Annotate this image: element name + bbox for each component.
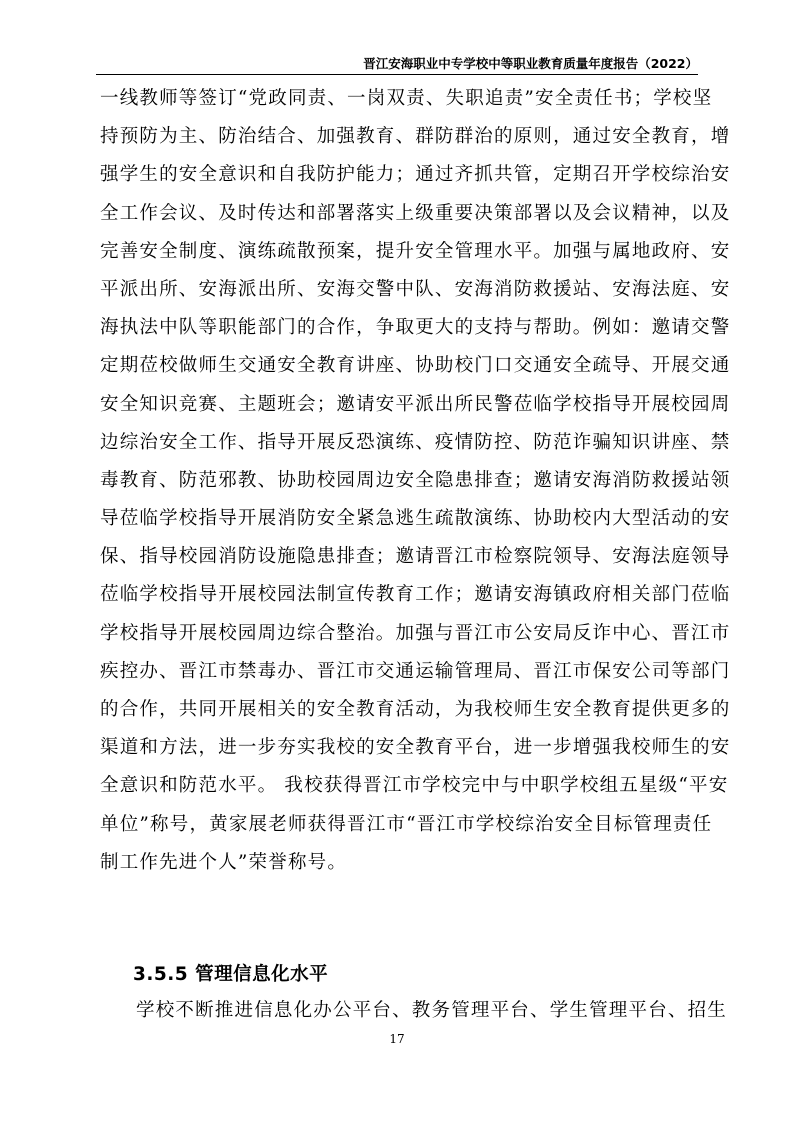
- paragraph-line: 单位”称号，黄家展老师获得晋江市“晋江市学校综治安全目标管理责任: [100, 813, 713, 835]
- paragraph-line: 全工作会议、及时传达和部署落实上级重要决策部署以及会议精神，以及: [100, 202, 731, 224]
- paragraph-line: 导莅临学校指导开展消防安全紧急逃生疏散演练、协助校内大型活动的安: [100, 508, 731, 530]
- paragraph-line: 边综治安全工作、指导开展反恐演练、疫情防控、防范诈骗知识讲座、禁: [100, 431, 731, 453]
- section-heading: 3.5.5 管理信息化水平: [133, 964, 329, 985]
- paragraph-line: 学校指导开展校园周边综合整治。加强与晋江市公安局反诈中心、晋江市: [100, 622, 731, 644]
- header-divider: [96, 74, 698, 75]
- paragraph-line: 疾控办、晋江市禁毒办、晋江市交通运输管理局、晋江市保安公司等部门: [100, 660, 731, 682]
- paragraph-line: 莅临学校指导开展校园法制宣传教育工作；邀请安海镇政府相关部门莅临: [100, 584, 731, 606]
- paragraph-line: 完善安全制度、演练疏散预案，提升安全管理水平。加强与属地政府、安: [100, 240, 731, 262]
- body-paragraph: [100, 80, 731, 882]
- paragraph-line: 海执法中队等职能部门的合作，争取更大的支持与帮助。例如：邀请交警: [100, 317, 731, 339]
- paragraph-line: 全意识和防范水平。 我校获得晋江市学校完中与中职学校组五星级“平安: [100, 775, 729, 797]
- paragraph-line: 平派出所、安海派出所、安海交警中队、安海消防救援站、安海法庭、安: [100, 278, 731, 300]
- running-header: 晋江安海职业中专学校中等职业教育质量年度报告（2022）: [363, 56, 698, 71]
- paragraph-line: 强学生的安全意识和自我防护能力；通过齐抓共管，定期召开学校综治安: [100, 164, 731, 186]
- paragraph-line: 安全知识竞赛、主题班会；邀请安平派出所民警莅临学校指导开展校园周: [100, 393, 731, 415]
- paragraph-line: 一线教师等签订“党政同责、一岗双责、失职追责”安全责任书；学校坚: [100, 88, 713, 109]
- paragraph-line: 毒教育、防范邪教、协助校园周边安全隐患排查；邀请安海消防救援站领: [100, 469, 731, 491]
- page-number: 17: [389, 1032, 405, 1046]
- section-first-line: 学校不断推进信息化办公平台、教务管理平台、学生管理平台、招生: [136, 1000, 728, 1021]
- paragraph-line: 保、指导校园消防设施隐患排查；邀请晋江市检察院领导、安海法庭领导: [100, 546, 731, 568]
- paragraph-line: 渠道和方法，进一步夯实我校的安全教育平台，进一步增强我校师生的安: [100, 737, 731, 759]
- paragraph-line: 制工作先进个人”荣誉称号。: [100, 851, 348, 873]
- paragraph-line: 的合作，共同开展相关的安全教育活动，为我校师生安全教育提供更多的: [100, 699, 731, 720]
- paragraph-line: 持预防为主、防治结合、加强教育、群防群治的原则，通过安全教育，增: [100, 126, 731, 148]
- paragraph-line: 定期莅校做师生交通安全教育讲座、协助校门口交通安全疏导、开展交通: [100, 355, 731, 377]
